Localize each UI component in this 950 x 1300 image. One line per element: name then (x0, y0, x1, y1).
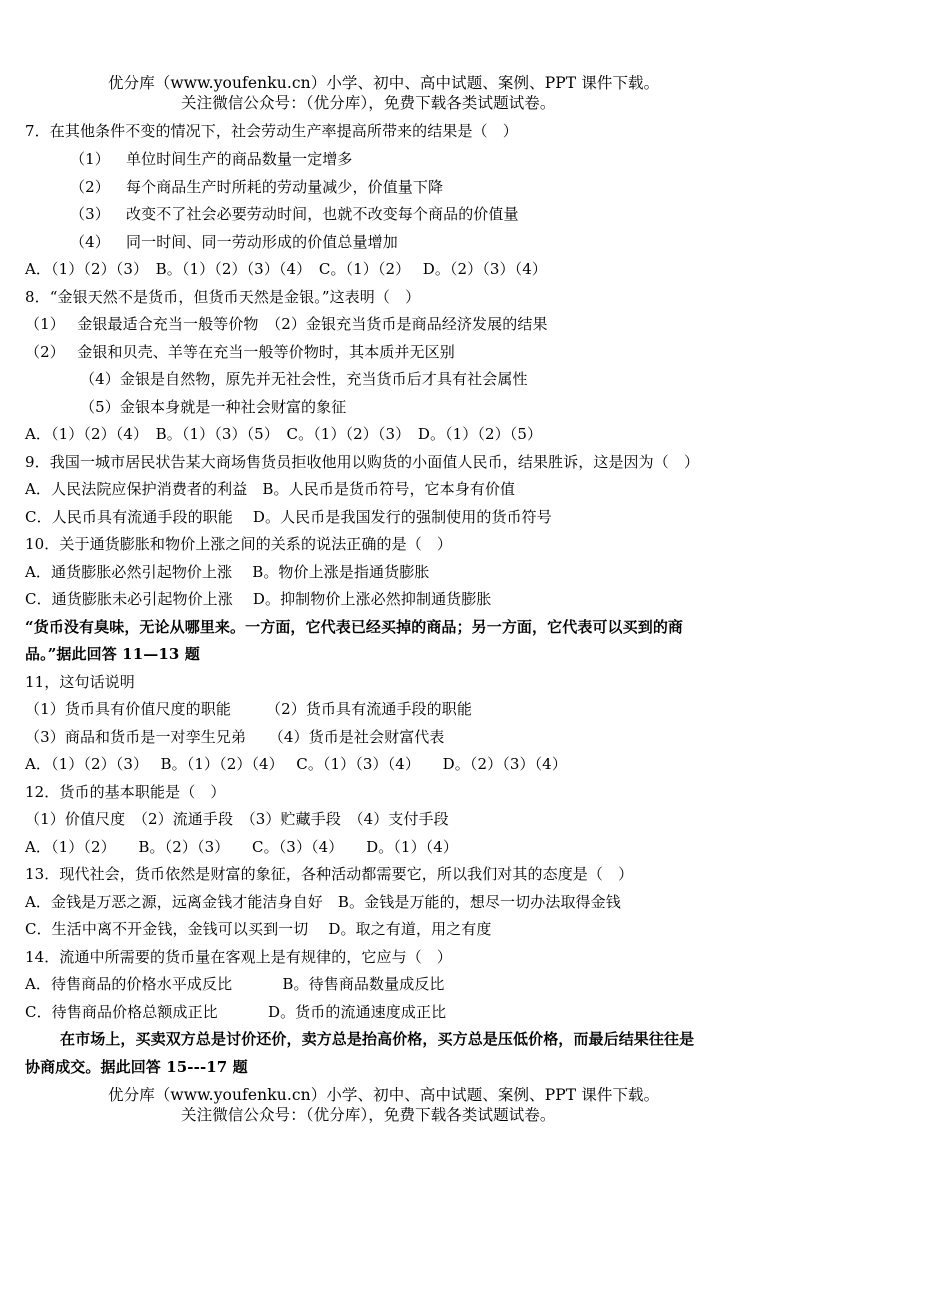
question-9-options-cd: C．人民币具有流通手段的职能 D。人民币是我国发行的强制使用的货币符号 (25, 508, 552, 526)
question-11-answers: A．（1）（2）（3） B。（1）（2）（4） C。（1）（3）（4） D。（2）（3）（4） (25, 755, 567, 773)
option-number: （3） (70, 205, 110, 223)
option-text: 同一时间、同一劳动形成的价值总量增加 (126, 233, 398, 251)
option-text: 每个商品生产时所耗的劳动量减少，价值量下降 (126, 178, 444, 196)
question-7-option-2 (70, 177, 443, 197)
question-7-option-4 (70, 232, 398, 252)
question-7-stem: 7．在其他条件不变的情况下，社会劳动生产率提高所带来的结果是（ ） (25, 122, 518, 140)
question-8-stem: 8．“金银天然不是货币，但货币天然是金银。”这表明（ ） (25, 288, 421, 306)
question-11-line-1: （1）货币具有价值尺度的职能 （2）货币具有流通手段的职能 (25, 700, 472, 718)
question-8-line-3: （4）金银是自然物，原先并无社会性，充当货币后才具有社会属性 (80, 370, 528, 388)
question-8-line-1: （1） 金银最适合充当一般等价物 （2）金银充当货币是商品经济发展的结果 (25, 315, 548, 333)
question-10-options-cd: C．通货膨胀未必引起物价上涨 D。抑制物价上涨必然抑制通货膨胀 (25, 590, 492, 608)
question-14-stem: 14．流通中所需要的货币量在客观上是有规律的，它应与（ ） (25, 948, 452, 966)
option-text: 单位时间生产的商品数量一定增多 (126, 150, 353, 168)
question-13-options-cd: C．生活中离不开金钱，金钱可以买到一切 D。取之有道，用之有度 (25, 920, 492, 938)
footer-line-1: 优分库（www.youfenku.cn）小学、初中、高中试题、案例、PPT 课件下载。 (108, 1086, 660, 1104)
header-line-1: 优分库（www.youfenku.cn）小学、初中、高中试题、案例、PPT 课件下载。 (108, 74, 660, 92)
question-13-stem: 13．现代社会，货币依然是财富的象征，各种活动都需要它，所以我们对其的态度是（ ） (25, 865, 634, 883)
question-12-stem: 12．货币的基本职能是（ ） (25, 783, 226, 801)
option-number: （4） (70, 233, 110, 251)
passage-1-line-1: “货币没有臭味，无论从哪里来。一方面，它代表已经买掉的商品；另一方面，它代表可以买到的商 (25, 618, 684, 636)
question-8-answers: A．（1）（2）（4） B。（1）（3）（5） C。（1）（2）（3） D。（1）（2）（5） (25, 425, 543, 443)
option-number: （1） (70, 150, 110, 168)
question-14-options-cd: C．待售商品价格总额成正比 D。货币的流通速度成正比 (25, 1003, 447, 1021)
question-9-stem: 9．我国一城市居民状告某大商场售货员拒收他用以购货的小面值人民币，结果胜诉，这是因为（ ） (25, 453, 700, 471)
passage-2-line-1: 在市场上，买卖双方总是讨价还价，卖方总是抬高价格，买方总是压低价格，而最后结果往往是 (60, 1030, 695, 1048)
question-12-line-1: （1）价值尺度 （2）流通手段 （3）贮藏手段 （4）支付手段 (25, 810, 449, 828)
question-11-stem: 11，这句话说明 (25, 673, 135, 691)
question-10-options-ab: A．通货膨胀必然引起物价上涨 B。物价上涨是指通货膨胀 (25, 563, 430, 581)
question-14-options-ab: A．待售商品的价格水平成反比 B。待售商品数量成反比 (25, 975, 445, 993)
question-7-answers: A．（1）（2）（3） B。（1）（2）（3）（4） C。（1）（2） D。（2）（3）（4） (25, 260, 547, 278)
question-8-line-2: （2） 金银和贝壳、羊等在充当一般等价物时，其本质并无区别 (25, 343, 455, 361)
question-10-stem: 10．关于通货膨胀和物价上涨之间的关系的说法正确的是（ ） (25, 535, 452, 553)
option-text: 改变不了社会必要劳动时间，也就不改变每个商品的价值量 (126, 205, 519, 223)
option-number: （2） (70, 178, 110, 196)
question-9-options-ab: A．人民法院应保护消费者的利益 B。人民币是货币符号，它本身有价值 (25, 480, 516, 498)
question-7-option-1 (70, 149, 353, 169)
question-11-line-2: （3）商品和货币是一对孪生兄弟 （4）货币是社会财富代表 (25, 728, 445, 746)
passage-1-line-2: 品。”据此回答 11—13 题 (25, 645, 200, 663)
question-7-option-3 (70, 204, 519, 224)
question-12-answers: A．（1）（2） B。（2）（3） C。（3）（4） D。（1）（4） (25, 838, 459, 856)
header-line-2: 关注微信公众号：（优分库），免费下载各类试题试卷。 (181, 94, 556, 112)
footer-line-2: 关注微信公众号：（优分库），免费下载各类试题试卷。 (181, 1106, 556, 1124)
question-13-options-ab: A．金钱是万恶之源，远离金钱才能洁身自好 B。金钱是万能的，想尽一切办法取得金钱 (25, 893, 621, 911)
question-8-line-4: （5）金银本身就是一种社会财富的象征 (80, 398, 347, 416)
passage-2-line-2: 协商成交。据此回答 15---17 题 (25, 1058, 248, 1076)
